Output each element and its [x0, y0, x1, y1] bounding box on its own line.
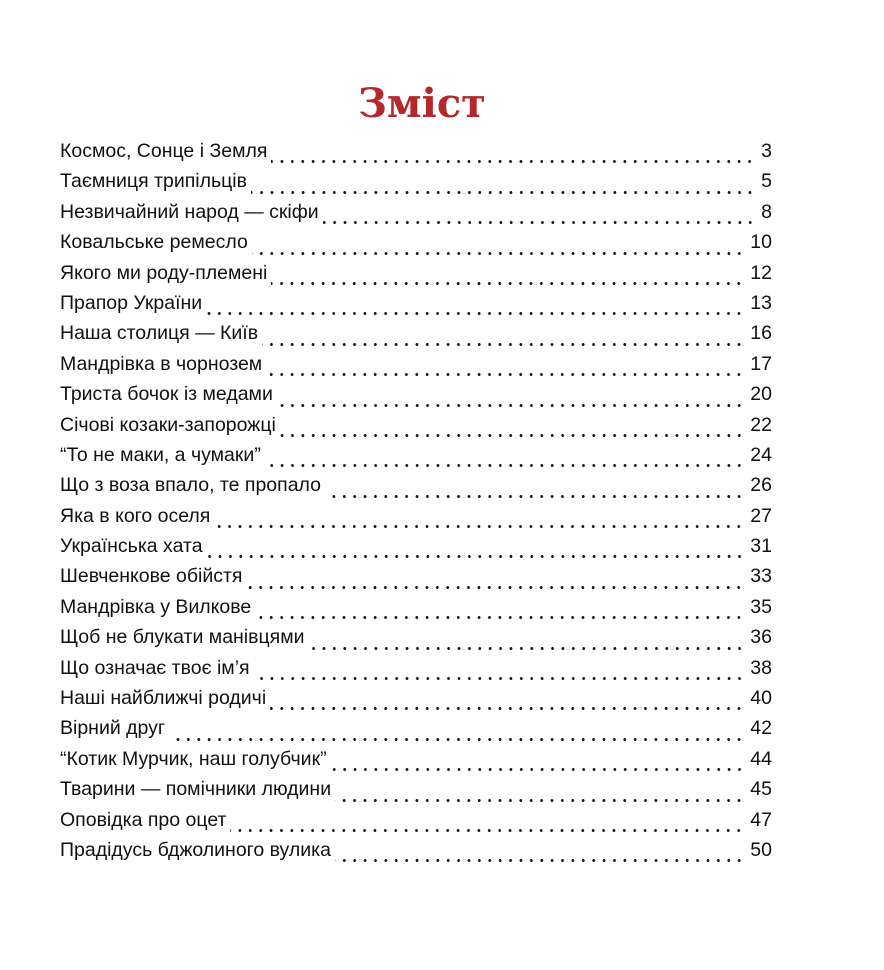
dot-leader [271, 282, 744, 285]
dot-leader [335, 799, 744, 802]
toc-entry-title: Українська хата [60, 535, 203, 558]
toc-entry[interactable] [60, 444, 772, 474]
toc-entry-title: Тварини — помічники людини [60, 778, 332, 801]
toc-entry-title: Таємниця трипільців [60, 170, 248, 193]
toc-entry[interactable] [60, 657, 772, 687]
toc-entry-page: 24 [750, 443, 772, 466]
toc-entry[interactable] [60, 383, 772, 413]
toc-entry-title: Вірний друг [60, 717, 166, 740]
dot-leader [251, 191, 755, 194]
toc-entry-title: Якого ми роду-племені [60, 261, 268, 284]
dot-leader [325, 495, 744, 498]
dot-leader [265, 464, 744, 467]
dot-leader [323, 221, 755, 224]
toc-entry-page: 27 [750, 504, 772, 527]
toc-entry-page: 3 [761, 140, 772, 162]
toc-entry[interactable] [60, 839, 772, 869]
toc-entry[interactable] [60, 474, 772, 504]
toc-entry-page: 33 [750, 565, 772, 588]
table-of-contents [60, 140, 772, 869]
toc-entry-page: 38 [750, 656, 772, 679]
dot-leader [252, 252, 745, 255]
toc-entry[interactable] [60, 322, 772, 352]
toc-entry-page: 12 [750, 261, 772, 284]
toc-entry-page: 42 [750, 717, 772, 740]
toc-entry-page: 50 [750, 838, 772, 861]
toc-entry-title: Наша столиця — Київ [60, 322, 259, 345]
toc-entry[interactable] [60, 292, 772, 322]
toc-entry-title: Прапор України [60, 291, 203, 314]
toc-entry[interactable] [60, 231, 772, 261]
dot-leader [206, 312, 744, 315]
toc-entry-page: 22 [750, 413, 772, 436]
toc-entry[interactable] [60, 140, 772, 170]
toc-entry-page: 13 [750, 291, 772, 314]
toc-entry-title: Що означає твоє ім’я [60, 656, 250, 679]
toc-entry-page: 36 [750, 626, 772, 649]
dot-leader [230, 829, 744, 832]
dot-leader [255, 616, 744, 619]
toc-entry-title: Прадідусь бджолиного вулика [60, 838, 331, 861]
toc-entry-title: Триста бочок із медами [60, 383, 273, 406]
toc-entry-page: 40 [750, 687, 772, 710]
dot-leader [214, 525, 744, 528]
dot-leader [331, 768, 745, 771]
toc-entry-title: “То не маки, а чумаки” [60, 443, 261, 466]
dot-leader [335, 859, 744, 862]
toc-entry[interactable] [60, 170, 772, 200]
toc-entry-page: 8 [761, 200, 772, 223]
toc-entry[interactable] [60, 505, 772, 535]
toc-entry[interactable] [60, 535, 772, 565]
toc-entry-title: Щоб не блукати манівцями [60, 626, 305, 649]
toc-entry[interactable] [60, 565, 772, 595]
toc-entry-page: 16 [750, 322, 772, 345]
dot-leader [169, 738, 744, 741]
toc-entry-page: 45 [750, 778, 772, 801]
toc-entry[interactable] [60, 353, 772, 383]
dot-leader [246, 586, 744, 589]
toc-entry-page: 26 [750, 474, 772, 497]
toc-entry-page: 20 [750, 383, 772, 406]
toc-entry-page: 47 [750, 808, 772, 831]
toc-entry-title: Космос, Сонце і Земля [60, 140, 268, 162]
toc-entry-title: “Котик Мурчик, наш голубчик” [60, 747, 327, 770]
toc-entry-page: 31 [750, 535, 772, 558]
toc-entry-title: Ковальське ремесло [60, 231, 248, 254]
dot-leader [270, 707, 744, 710]
dot-leader [280, 434, 744, 437]
dot-leader [262, 343, 744, 346]
toc-entry[interactable] [60, 596, 772, 626]
dot-leader [271, 160, 755, 163]
toc-entry-page: 5 [761, 170, 772, 193]
dot-leader [277, 404, 744, 407]
dot-leader [207, 555, 745, 558]
toc-entry-title: Що з воза впало, те пропало [60, 474, 321, 497]
toc-entry-page: 10 [750, 231, 772, 254]
page-title: Зміст [358, 80, 486, 127]
toc-entry-title: Наші найближчі родичі [60, 687, 267, 710]
toc-entry[interactable] [60, 717, 772, 747]
toc-entry[interactable] [60, 626, 772, 656]
toc-entry[interactable] [60, 201, 772, 231]
toc-entry-title: Січові козаки-запорожці [60, 413, 276, 436]
toc-entry-page: 35 [750, 595, 772, 618]
dot-leader [266, 373, 744, 376]
toc-entry-title: Оповідка про оцет [60, 808, 227, 831]
dot-leader [309, 647, 745, 650]
toc-entry-title: Яка в кого оселя [60, 504, 211, 527]
toc-entry[interactable] [60, 414, 772, 444]
toc-entry-title: Мандрівка у Вилкове [60, 595, 252, 618]
toc-entry-page: 44 [750, 747, 772, 770]
toc-entry[interactable] [60, 809, 772, 839]
toc-entry[interactable] [60, 262, 772, 292]
toc-entry[interactable] [60, 778, 772, 808]
toc-entry-title: Шевченкове обійстя [60, 565, 243, 588]
dot-leader [254, 677, 745, 680]
toc-entry-title: Незвичайний народ — скіфи [60, 200, 319, 223]
toc-entry[interactable] [60, 748, 772, 778]
toc-entry-title: Мандрівка в чорнозем [60, 352, 263, 375]
toc-entry[interactable] [60, 687, 772, 717]
toc-entry-page: 17 [750, 352, 772, 375]
